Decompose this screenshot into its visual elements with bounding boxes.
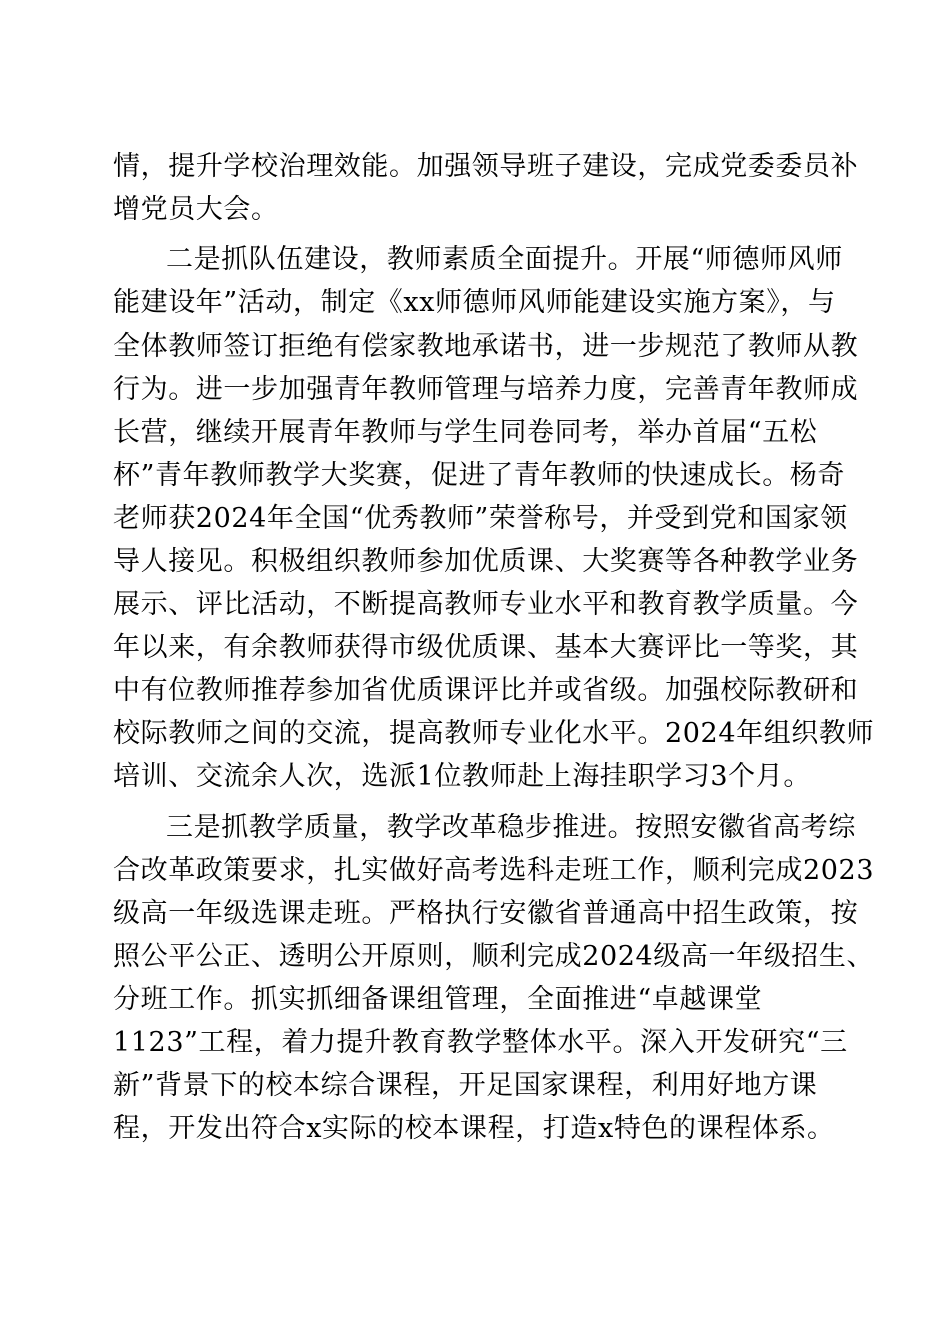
text-line: 程，开发出符合x实际的校本课程，打造x特色的课程体系。 [113, 1113, 835, 1144]
text-line: 展示、评比活动，不断提高教师专业水平和教育教学质量。今 [113, 589, 859, 620]
text-line: 分班工作。抓实抓细备课组管理，全面推进“卓越课堂 [113, 984, 763, 1015]
text-line: 级高一年级选课走班。严格执行安徽省普通高中招生政策，按 [113, 898, 859, 929]
paragraph-2-start: 二是抓队伍建设，教师素质全面提升。开展“师德师风师 [166, 244, 843, 275]
text-line: 全体教师签订拒绝有偿家教地承诺书，进一步规范了教师从教 [113, 331, 859, 362]
text-line: 照公平公正、透明公开原则，顺利完成2024级高一年级招生、 [113, 941, 875, 972]
text-line: 长营，继续开展青年教师与学生同卷同考，举办首届“五松 [113, 417, 818, 448]
paragraph-3-start: 三是抓教学质量，教学改革稳步推进。按照安徽省高考综 [166, 812, 856, 843]
text-line: 合改革政策要求，扎实做好高考选科走班工作，顺利完成2023 [113, 855, 875, 886]
text-line: 培训、交流余人次，选派1位教师赴上海挂职学习3个月。 [113, 761, 811, 792]
text-line: 1123”工程，着力提升教育教学整体水平。深入开发研究“三 [113, 1027, 848, 1058]
text-line: 新”背景下的校本综合课程，开足国家课程，利用好地方课 [113, 1070, 818, 1101]
text-line: 增党员大会。 [113, 194, 279, 225]
text-line: 中有位教师推荐参加省优质课评比并或省级。加强校际教研和 [113, 675, 859, 706]
text-line: 年以来，有余教师获得市级优质课、基本大赛评比一等奖，其 [113, 632, 859, 663]
text-line: 导人接见。积极组织教师参加优质课、大奖赛等各种教学业务 [113, 546, 859, 577]
text-line: 校际教师之间的交流，提高教师专业化水平。2024年组织教师 [113, 718, 875, 749]
text-line: 杯”青年教师教学大奖赛，促进了青年教师的快速成长。杨奇 [113, 460, 846, 491]
text-line: 能建设年”活动，制定《xx师德师风师能建设实施方案》，与 [113, 287, 836, 318]
text-line: 行为。进一步加强青年教师管理与培养力度，完善青年教师成 [113, 374, 859, 405]
text-line: 老师获2024年全国“优秀教师”荣誉称号，并受到党和国家领 [113, 503, 848, 534]
text-line: 情，提升学校治理效能。加强领导班子建设，完成党委委员补 [113, 151, 859, 182]
